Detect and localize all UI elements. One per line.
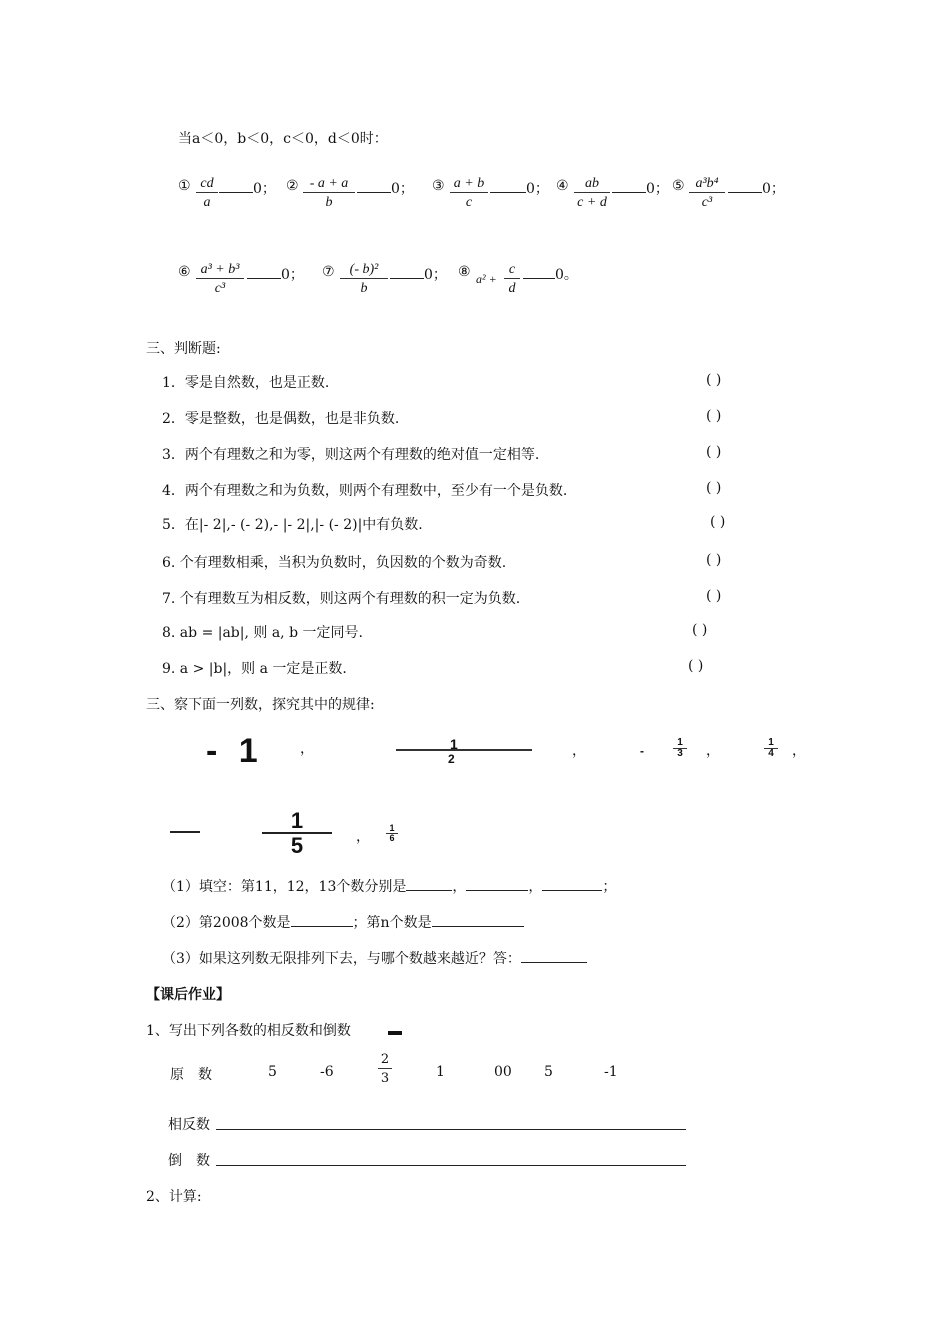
answer-blank[interactable] bbox=[466, 876, 528, 891]
comma: ， bbox=[300, 741, 314, 757]
denominator: c³ bbox=[196, 278, 244, 297]
item-mark: ⑦ bbox=[322, 264, 335, 280]
comma: ， bbox=[792, 743, 806, 759]
answer-paren[interactable]: ( ) bbox=[706, 372, 722, 388]
answer-paren[interactable]: ( ) bbox=[706, 444, 722, 460]
separator: ， bbox=[528, 879, 543, 895]
fraction bbox=[450, 176, 488, 211]
question-3 bbox=[162, 948, 587, 968]
task-2-text: 2、计算: bbox=[146, 1189, 202, 1205]
numerator: a³ + b³ bbox=[200, 262, 240, 277]
answer-paren[interactable]: ( ) bbox=[706, 480, 722, 496]
answer-paren[interactable]: ( ) bbox=[706, 408, 722, 424]
answer-paren[interactable]: ( ) bbox=[710, 514, 726, 530]
numerator: a³b⁴ bbox=[695, 176, 719, 191]
sequence-heading: 三、察下面一列数，探究其中的规律: bbox=[146, 697, 375, 713]
answer-blank[interactable] bbox=[219, 178, 253, 193]
relation: 0； bbox=[253, 181, 276, 197]
term-2-numerator: 1 bbox=[450, 736, 458, 752]
answer-blank[interactable] bbox=[523, 264, 555, 279]
denominator: b bbox=[303, 192, 355, 211]
relation: 0； bbox=[646, 181, 669, 197]
item-mark: ② bbox=[286, 178, 299, 194]
opposite-answer-line[interactable] bbox=[216, 1128, 686, 1130]
answer-blank[interactable] bbox=[291, 912, 353, 927]
item-mark: ③ bbox=[432, 178, 445, 194]
term-2-denominator: 2 bbox=[448, 752, 455, 766]
item-mark: ④ bbox=[556, 178, 569, 194]
numerator: c bbox=[508, 262, 516, 277]
number-cell: -6 bbox=[320, 1064, 334, 1080]
relation: 0； bbox=[424, 267, 447, 283]
item-mark: ⑧ bbox=[458, 264, 471, 280]
denominator: a bbox=[196, 192, 218, 211]
answer-paren[interactable]: ( ) bbox=[692, 622, 708, 638]
fraction bbox=[504, 262, 520, 297]
comma: ， bbox=[706, 743, 720, 759]
number-cell: 5 bbox=[268, 1064, 277, 1080]
judge-item: 8. ab = |ab|, 则 a, b 一定同号. bbox=[162, 625, 363, 641]
number-cell: 1 bbox=[436, 1064, 445, 1080]
numerator: 2 bbox=[380, 1052, 390, 1067]
denominator: b bbox=[340, 278, 388, 297]
separator: ； bbox=[602, 879, 617, 895]
relation: 0； bbox=[526, 181, 549, 197]
answer-blank[interactable] bbox=[432, 912, 524, 927]
judge-heading: 三、判断题: bbox=[146, 341, 221, 357]
answer-blank[interactable] bbox=[521, 948, 587, 963]
condition-text: 当a＜0，b＜0，c＜0，d＜0时： bbox=[178, 131, 388, 147]
minus-sign: - bbox=[640, 744, 644, 758]
comma: ， bbox=[572, 743, 586, 759]
relation: 0； bbox=[391, 181, 414, 197]
relation: 0； bbox=[281, 267, 304, 283]
denominator: c + d bbox=[574, 192, 610, 211]
item-mark: ⑤ bbox=[672, 178, 685, 194]
number-cell: 5 bbox=[544, 1064, 553, 1080]
homework-heading: 【课后作业】 bbox=[146, 987, 230, 1003]
term-6-fraction: $\frac{1}{6}$ bbox=[386, 824, 398, 843]
question-2-text-b: ；第n个数是 bbox=[352, 915, 432, 931]
cursor-mark bbox=[388, 1030, 402, 1035]
answer-blank[interactable] bbox=[728, 178, 762, 193]
fraction bbox=[574, 176, 610, 211]
answer-blank[interactable] bbox=[390, 264, 424, 279]
answer-blank[interactable] bbox=[247, 264, 281, 279]
answer-paren[interactable]: ( ) bbox=[706, 588, 722, 604]
question-2 bbox=[162, 912, 524, 932]
judge-item: 9. a > |b|，则 a 一定是正数. bbox=[162, 661, 347, 677]
numerator: a + b bbox=[453, 176, 485, 191]
judge-item: 3．两个有理数之和为零，则这两个有理数的绝对值一定相等. bbox=[162, 447, 540, 463]
relation: 0。 bbox=[555, 267, 578, 283]
item-mark: ⑥ bbox=[178, 264, 191, 280]
term-5-fraction: $\frac{1}{5}$ bbox=[262, 810, 332, 858]
question-1 bbox=[162, 876, 616, 896]
numerator: (- b)² bbox=[349, 262, 379, 277]
judge-item: 6. 个有理数相乘，当积为负数时，负因数的个数为奇数. bbox=[162, 555, 507, 571]
term-4-fraction: $\frac{1}{4}$ bbox=[764, 738, 778, 759]
question-3-text: （3）如果这列数无限排列下去，与哪个数越来越近？答： bbox=[162, 951, 521, 967]
reciprocal-label: 倒 数 bbox=[168, 1153, 210, 1169]
numerator: cd bbox=[200, 176, 214, 191]
task-1-text: 1、写出下列各数的相反数和倒数 bbox=[146, 1023, 351, 1039]
denominator: 3 bbox=[378, 1068, 392, 1087]
denominator: c bbox=[450, 192, 488, 211]
question-1-text: （1）填空：第11，12，13个数分别是 bbox=[162, 879, 407, 895]
minus-sign bbox=[170, 830, 200, 833]
term-1: - 1 bbox=[206, 732, 264, 770]
fraction bbox=[196, 262, 244, 297]
question-2-text: （2）第2008个数是 bbox=[162, 915, 291, 931]
judge-item: 2．零是整数，也是偶数，也是非负数. bbox=[162, 411, 400, 427]
answer-blank[interactable] bbox=[542, 876, 602, 891]
relation: 0； bbox=[762, 181, 785, 197]
fraction bbox=[196, 176, 218, 211]
judge-item: 4．两个有理数之和为负数，则两个有理数中，至少有一个是负数. bbox=[162, 483, 568, 499]
number-cell: 00 bbox=[494, 1064, 512, 1080]
fraction bbox=[340, 262, 388, 297]
judge-item: 5．在|- 2|,- (- 2),- |- 2|,|- (- 2)|中有负数. bbox=[162, 517, 423, 533]
fraction bbox=[303, 176, 355, 211]
comma: ， bbox=[356, 829, 370, 845]
number-cell: -1 bbox=[604, 1064, 618, 1080]
answer-blank[interactable] bbox=[612, 178, 646, 193]
answer-paren[interactable]: ( ) bbox=[688, 658, 704, 674]
row-label: 原 数 bbox=[170, 1067, 212, 1083]
fraction-bar bbox=[396, 748, 532, 751]
opposite-label: 相反数 bbox=[168, 1117, 210, 1133]
numerator: - a + a bbox=[309, 176, 349, 191]
answer-blank[interactable] bbox=[406, 876, 452, 891]
numerator: ab bbox=[585, 176, 599, 191]
fraction bbox=[689, 176, 725, 211]
denominator: d bbox=[504, 278, 520, 297]
answer-blank[interactable] bbox=[490, 178, 526, 193]
answer-paren[interactable]: ( ) bbox=[706, 552, 722, 568]
denominator: c³ bbox=[689, 192, 725, 211]
term-3-fraction: $\frac{1}{3}$ bbox=[673, 738, 687, 759]
fraction-cell bbox=[378, 1052, 392, 1087]
judge-item: 1．零是自然数，也是正数. bbox=[162, 375, 330, 391]
judge-item: 7. 个有理数互为相反数，则这两个有理数的积一定为负数. bbox=[162, 591, 521, 607]
item-mark: ① bbox=[178, 178, 191, 194]
separator: ， bbox=[452, 879, 467, 895]
reciprocal-answer-line[interactable] bbox=[216, 1164, 686, 1166]
expression-prefix: a² + bbox=[476, 272, 497, 286]
answer-blank[interactable] bbox=[357, 178, 391, 193]
